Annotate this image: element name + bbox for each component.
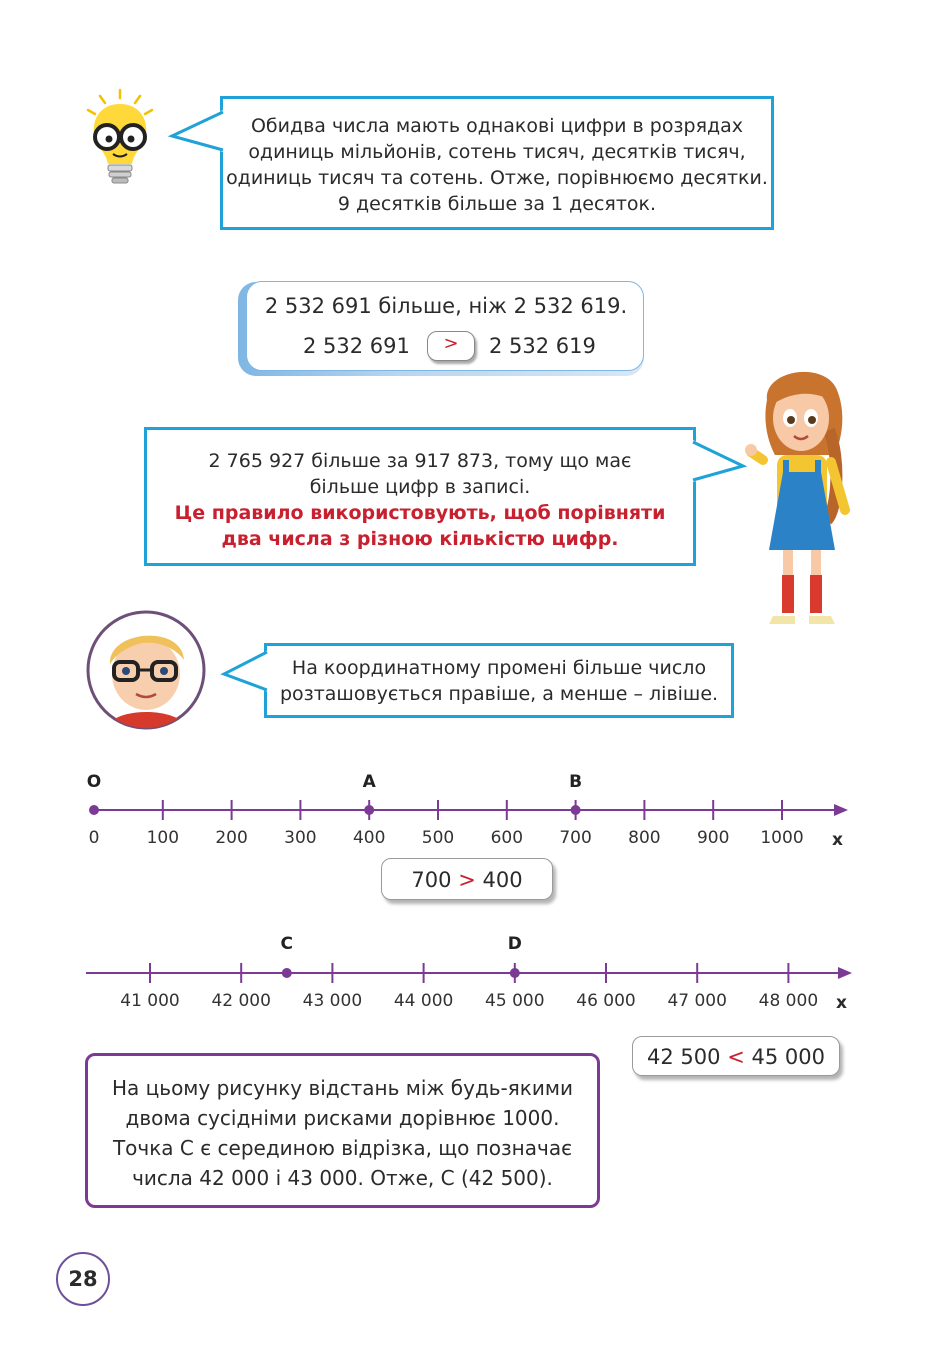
boy-line-1: На координатному промені більше число [291,657,707,679]
girl-speech-bubble [144,427,696,566]
point-C-label: C [280,934,294,954]
origin-label: O [86,772,102,792]
girl-line-2: більше цифр в записі. [309,476,531,498]
ray-1-comparison [381,858,553,900]
page-number: 28 [68,1267,98,1291]
ray-1-tick-label: 600 [490,828,524,848]
ray-1-tick-label: 900 [696,828,730,848]
comparison-card-inner [246,281,644,371]
comparison-sign-box [427,331,475,361]
ray-2-tick-label: 48 000 [758,991,819,1011]
note-line-4: числа 42 000 і 43 000. Отже, С (42 500). [132,1166,553,1190]
comparison-sign: > [443,333,459,354]
comparison-statement: 2 532 691 більше, ніж 2 532 619. [264,294,628,318]
point-D [510,968,520,978]
ray-2-cmp-left: 42 500 [647,1045,721,1069]
ray-1-tick-label: 800 [628,828,661,848]
rule-line-2: два числа з різною кількістю цифр. [221,528,619,550]
note-line-2: двома сусідніми рисками дорівнює 1000. [125,1106,560,1130]
boy-speech-bubble [264,643,734,718]
explanation-note [85,1053,600,1208]
ray-1-cmp-right: 400 [482,868,523,892]
ray-2-x-label: x [836,993,847,1013]
tip-line-4: 9 десятків більше за 1 десяток. [337,193,657,215]
boy-bubble-tail [218,650,270,696]
ray-1-tick-label: 100 [146,828,180,848]
ray-1-tick-label: 200 [215,828,248,848]
ray-1-cmp-sign: > [458,868,476,892]
tip-speech-bubble [220,96,774,230]
ray-1-cmp-left: 700 [411,868,452,892]
ray-1-tick-label: 500 [421,828,455,848]
ray-2-axis [0,953,935,993]
tip-line-3: одиниць тисяч та сотень. Отже, порівнюємо десятки. [226,167,768,189]
ray-1-axis [0,790,935,830]
ray-1-tick-label: 1000 [760,828,804,848]
point-A [364,805,374,815]
ray-2-tick-label: 47 000 [667,991,727,1011]
boy-avatar [84,610,212,734]
rule-line-1: Це правило використовують, щоб порівняти [174,502,666,524]
ray-1-tick-label: 700 [559,828,592,848]
ray-2-tick-label: 46 000 [576,991,636,1011]
ray-1-x-label: x [832,830,843,850]
comparison-right-number: 2 532 619 [489,334,596,358]
girl-line-1: 2 765 927 більше за 917 873, тому що має [208,450,632,472]
ray-1-tick-label: 400 [352,828,386,848]
point-A-label: A [362,772,376,792]
point-B-label: B [569,772,583,792]
point-C [282,968,292,978]
tip-line-2: одиниць мільйонів, сотень тисяч, десятків тисяч, [248,141,746,163]
girl-character-image [745,360,855,636]
girl-bubble-tail [691,440,747,486]
point-B [571,805,581,815]
tip-line-1: Обидва числа мають однакові цифри в розрядах [250,115,744,137]
ray-2-tick-label: 41 000 [120,991,180,1011]
ray-1-tick-label: 300 [284,828,317,848]
page-number-badge [56,1252,110,1306]
ray-2-tick-label: 42 000 [211,991,271,1011]
ray-1-tick-label: 0 [88,828,100,848]
ray-2-comparison [632,1036,840,1076]
comparison-left-number: 2 532 691 [303,334,410,358]
note-line-1: На цьому рисунку відстань між будь-якими [112,1076,573,1100]
lightbulb-glasses-icon [80,88,165,193]
ray-2-cmp-right: 45 000 [751,1045,825,1069]
tip-bubble-tail [166,110,226,156]
note-line-3: Точка С є серединою відрізка, що позначає [112,1136,573,1160]
ray-2-tick-label: 44 000 [393,991,454,1011]
ray-2-tick-label: 43 000 [302,991,363,1011]
ray-2-cmp-sign: < [727,1045,745,1069]
ray-2-tick-label: 45 000 [485,991,545,1011]
boy-line-2: розташовується правіше, а менше – лівіше. [279,683,719,705]
origin-point [89,805,99,815]
point-D-label: D [507,934,522,954]
